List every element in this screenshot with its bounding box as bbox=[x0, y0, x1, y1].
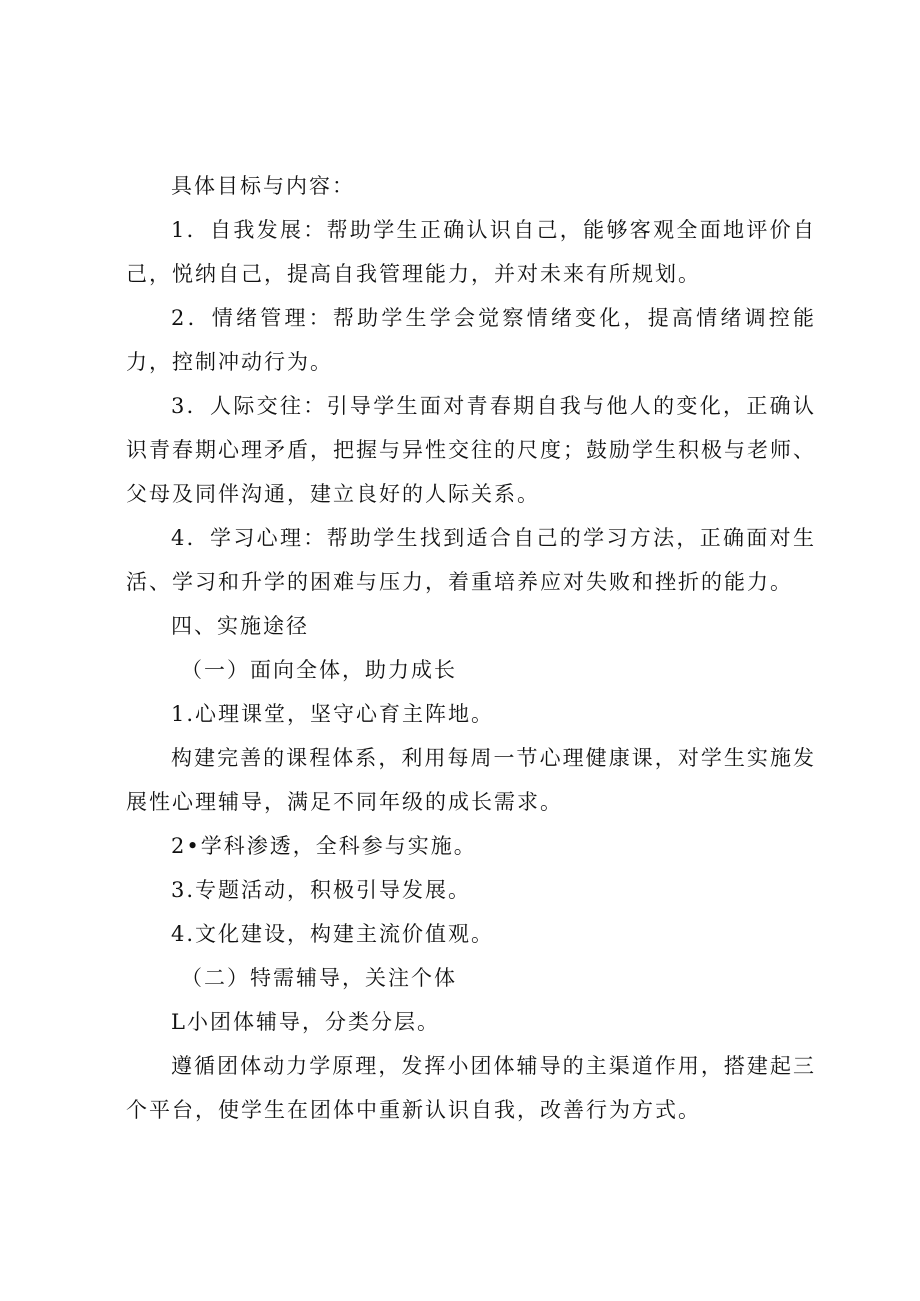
paragraph-culture-building: 4.文化建设，构建主流价值观。 bbox=[171, 922, 495, 946]
paragraph-interpersonal: 3．人际交往：引导学生面对青春期自我与他人的变化，正确认识青春期心理矛盾，把握与异性交往的尺度；鼓励学生积极与老师、父母及同伴沟通，建立良好的人际关系。 bbox=[126, 394, 816, 506]
paragraph-learning-psychology: 4．学习心理：帮助学生找到适合自己的学习方法，正确面对生活、学习和升学的困难与压力，着重培养应对失败和挫折的能力。 bbox=[126, 526, 816, 594]
paragraph-self-development: 1．自我发展：帮助学生正确认识自己，能够客观全面地评价自己，悦纳自己，提高自我管理能力，并对未来有所规划。 bbox=[126, 218, 816, 286]
paragraph-curriculum: 构建完善的课程体系，利用每周一节心理健康课，对学生实施发展性心理辅导，满足不同年级的成长需求。 bbox=[126, 746, 816, 814]
paragraph-goals-heading: 具体目标与内容： bbox=[171, 174, 355, 198]
paragraph-special-activities: 3.专题活动，积极引导发展。 bbox=[171, 878, 472, 902]
paragraph-emotion-management: 2．情绪管理：帮助学生学会觉察情绪变化，提高情绪调控能力，控制冲动行为。 bbox=[126, 306, 816, 374]
document-body bbox=[126, 164, 816, 1132]
subsection-heading-all-students: （一）面向全体，助力成长 bbox=[181, 658, 457, 682]
section-heading-implementation: 四、实施途径 bbox=[171, 614, 309, 638]
subsection-heading-special-needs: （二）特需辅导，关注个体 bbox=[181, 966, 457, 990]
paragraph-psych-class: 1.心理课堂，坚守心育主阵地。 bbox=[171, 702, 495, 726]
paragraph-subject-infiltration: 2•学科渗透，全科参与实施。 bbox=[171, 834, 477, 858]
paragraph-group-dynamics: 遵循团体动力学原理，发挥小团体辅导的主渠道作用，搭建起三个平台，使学生在团体中重新认识自我，改善行为方式。 bbox=[126, 1054, 816, 1122]
paragraph-small-group: L小团体辅导，分类分层。 bbox=[171, 1010, 440, 1034]
